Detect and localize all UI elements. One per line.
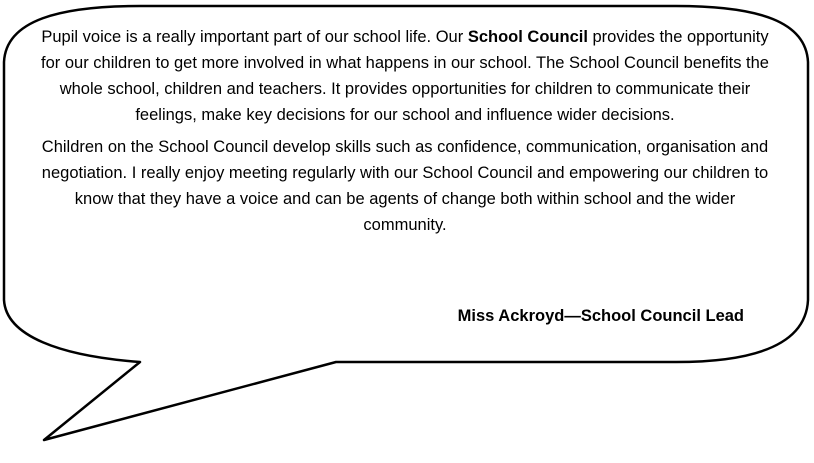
school-council-emphasis: School Council [467,28,588,46]
bubble-text [34,24,776,238]
paragraph-skills: Children on the School Council develop skills such as confidence, communication, organisation and negotiation. I really enjoy meeting regularly with our School Council and empowering our children to know that they have a voice and can be agents of change both within school and the wider community. [41,138,769,234]
signature: Miss Ackroyd—School Council Lead [457,307,744,325]
intro-text-end: provides the opportunity for our children to get more involved in what happens in our school. The School Council benefits the whole school, children and teachers. It provides opportunities for children to communicate their feelings, make key decisions for our school and influence wider decisions. [41,28,769,124]
paragraph-intro [34,24,776,128]
intro-text-start: Pupil voice is a really important part of our school life. Our [41,28,468,46]
